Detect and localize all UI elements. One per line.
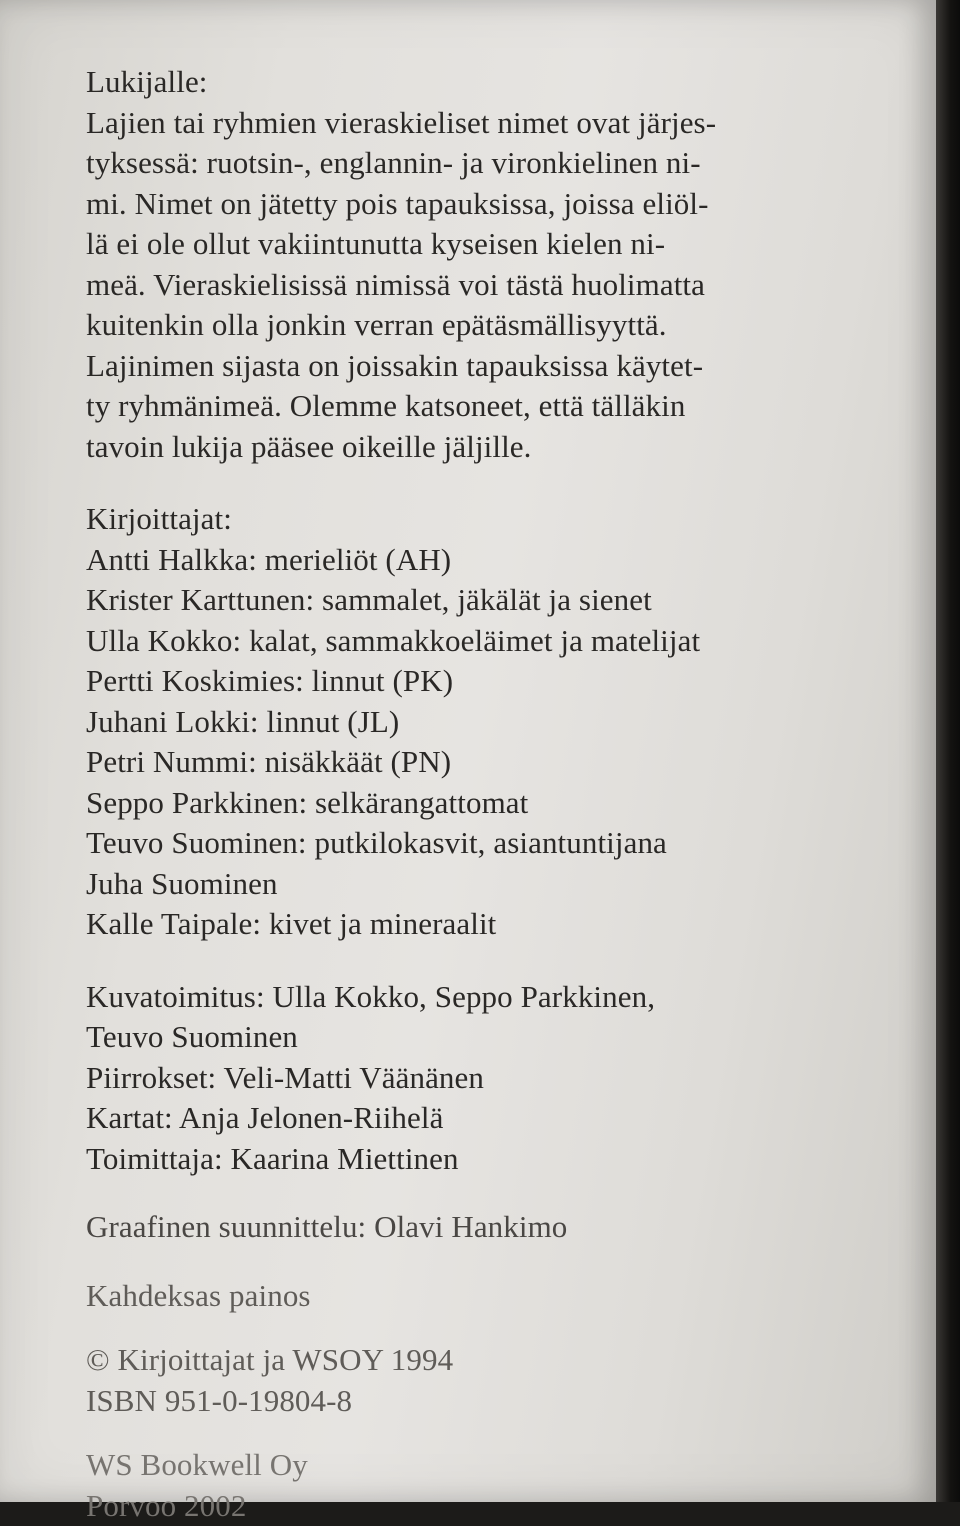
print-place-line: Porvoo 2002 bbox=[86, 1486, 906, 1526]
reader-note-heading: Lukijalle: bbox=[86, 62, 906, 103]
author-line: Petri Nummi: nisäkkäät (PN) bbox=[86, 742, 906, 783]
copyright-line: © Kirjoittajat ja WSOY 1994 bbox=[86, 1340, 906, 1381]
author-line: Kalle Taipale: kivet ja mineraalit bbox=[86, 904, 906, 945]
author-line: Ulla Kokko: kalat, sammakkoeläimet ja matelijat bbox=[86, 621, 906, 662]
credit-line: Piirrokset: Veli-Matti Väänänen bbox=[86, 1058, 906, 1099]
reader-note-line: kuitenkin olla jonkin verran epätäsmällisyyttä. bbox=[86, 305, 906, 346]
section-spacer bbox=[86, 1421, 906, 1445]
section-spacer bbox=[86, 945, 906, 977]
section-spacer bbox=[86, 1179, 906, 1207]
credit-line: Teuvo Suominen bbox=[86, 1017, 906, 1058]
credit-line: Kuvatoimitus: Ulla Kokko, Seppo Parkkinen, bbox=[86, 977, 906, 1018]
reader-note-line: ty ryhmänimeä. Olemme katsoneet, että tälläkin bbox=[86, 386, 906, 427]
author-line: Antti Halkka: merieliöt (AH) bbox=[86, 540, 906, 581]
printer-line: WS Bookwell Oy bbox=[86, 1445, 906, 1486]
author-line: Pertti Koskimies: linnut (PK) bbox=[86, 661, 906, 702]
reader-note-line: Lajinimen sijasta on joissakin tapauksissa käytet- bbox=[86, 346, 906, 387]
reader-note-line: tyksessä: ruotsin-, englannin- ja vironkielinen ni- bbox=[86, 143, 906, 184]
author-line: Juha Suominen bbox=[86, 864, 906, 905]
reader-note-line: tavoin lukija pääsee oikeille jäljille. bbox=[86, 427, 906, 468]
author-line: Teuvo Suominen: putkilokasvit, asiantuntijana bbox=[86, 823, 906, 864]
isbn-line: ISBN 951-0-19804-8 bbox=[86, 1381, 906, 1422]
reader-note-line: lä ei ole ollut vakiintunutta kyseisen kielen ni- bbox=[86, 224, 906, 265]
edition-line: Kahdeksas painos bbox=[86, 1276, 906, 1317]
design-credit: Graafinen suunnittelu: Olavi Hankimo bbox=[86, 1207, 906, 1248]
author-line: Seppo Parkkinen: selkärangattomat bbox=[86, 783, 906, 824]
credit-line: Kartat: Anja Jelonen-Riihelä bbox=[86, 1098, 906, 1139]
section-spacer bbox=[86, 1316, 906, 1340]
section-spacer bbox=[86, 1248, 906, 1276]
author-line: Krister Karttunen: sammalet, jäkälät ja sienet bbox=[86, 580, 906, 621]
authors-heading: Kirjoittajat: bbox=[86, 499, 906, 540]
credit-line: Toimittaja: Kaarina Miettinen bbox=[86, 1139, 906, 1180]
book-binding-shadow bbox=[936, 0, 960, 1502]
colophon-text bbox=[86, 62, 906, 1526]
reader-note-line: mi. Nimet on jätetty pois tapauksissa, joissa eliöl- bbox=[86, 184, 906, 225]
reader-note-line: Lajien tai ryhmien vieraskieliset nimet ovat järjes- bbox=[86, 103, 906, 144]
author-line: Juhani Lokki: linnut (JL) bbox=[86, 702, 906, 743]
reader-note-line: meä. Vieraskielisissä nimissä voi tästä huolimatta bbox=[86, 265, 906, 306]
section-spacer bbox=[86, 467, 906, 499]
